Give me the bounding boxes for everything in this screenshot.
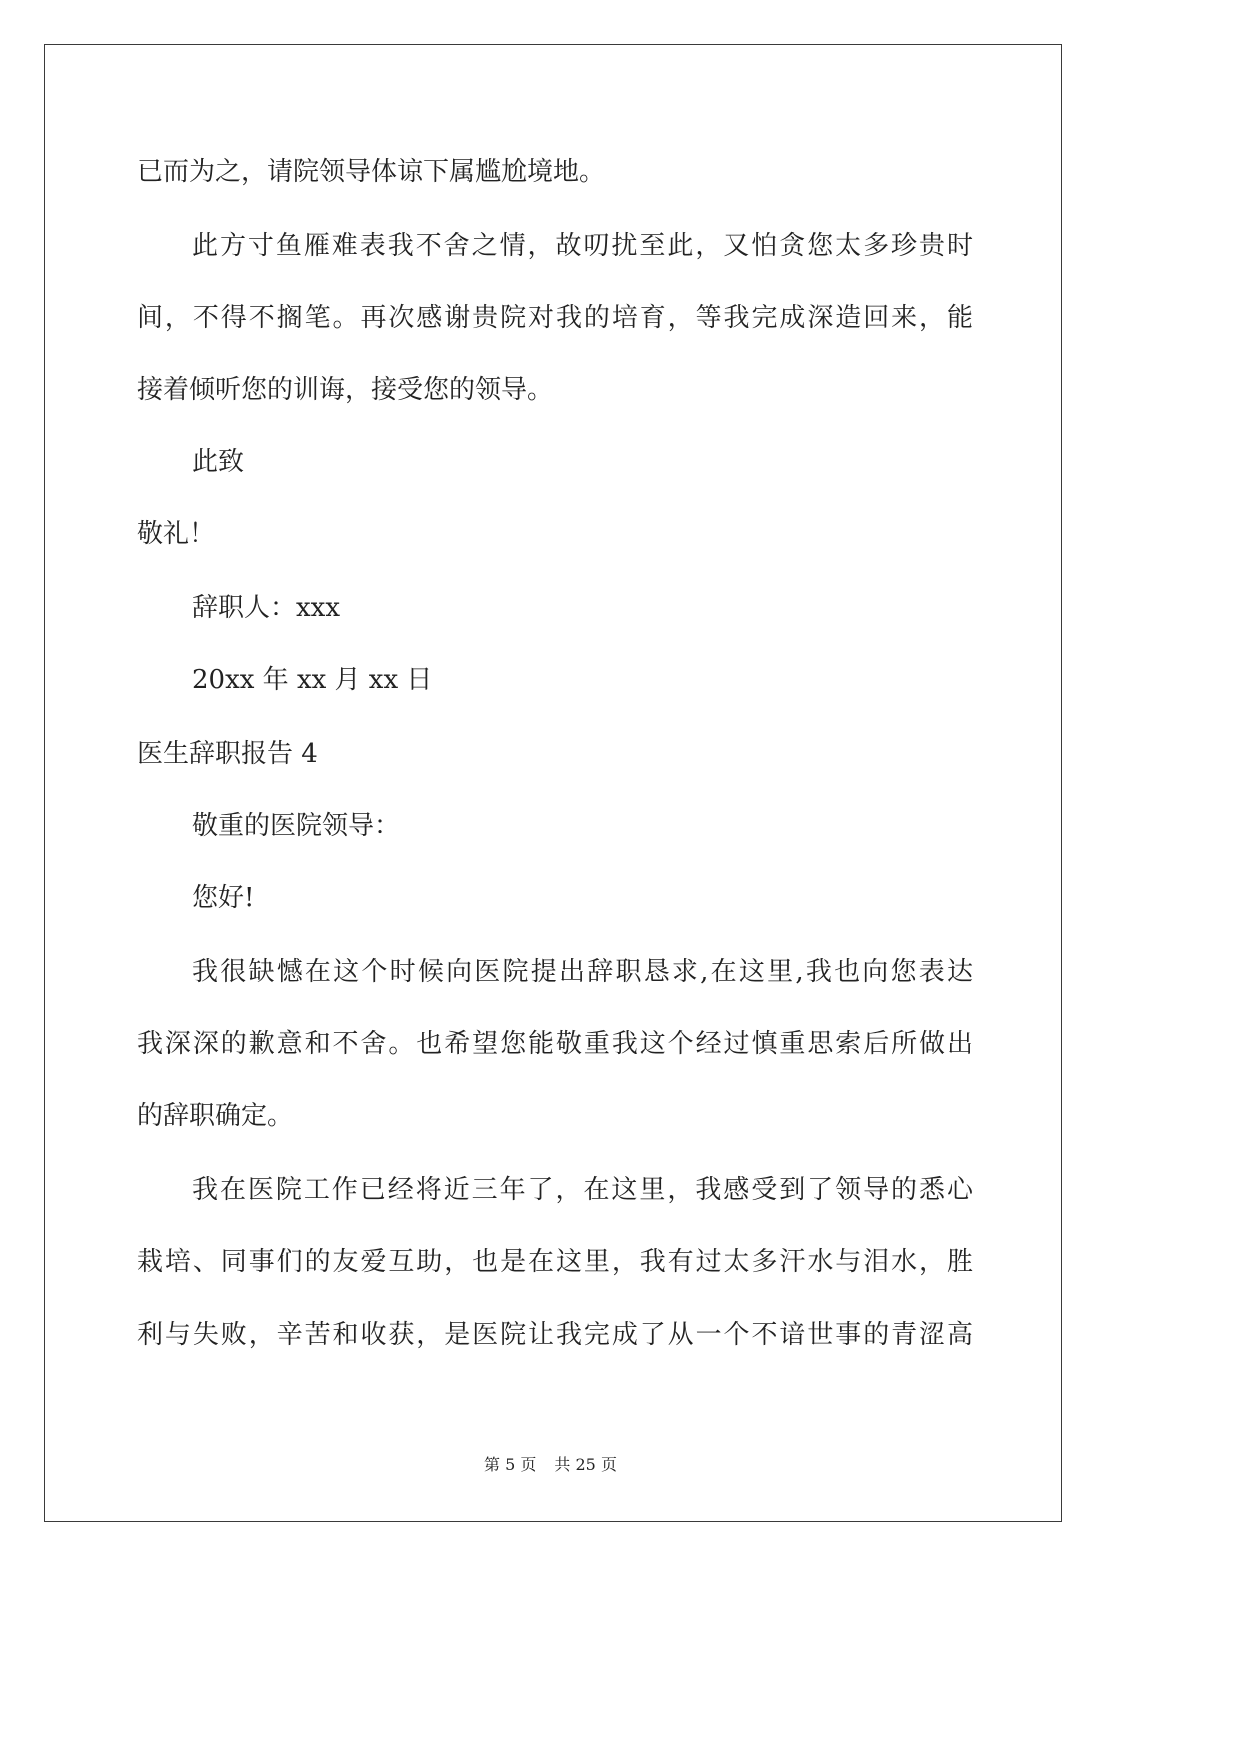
page-total: 共 25 页 (554, 1455, 617, 1474)
paragraph-line: 接着倾听您的训诲，接受您的领导。 (137, 375, 554, 405)
page-number: 第 5 页 (484, 1455, 537, 1474)
paragraph-line: 已而为之，请院领导体谅下属尴尬境地。 (137, 157, 606, 187)
page-border (44, 44, 1062, 1522)
paragraph-line: 我深深的歉意和不舍。也希望您能敬重我这个经过慎重思索后所做出 (137, 1029, 973, 1059)
paragraph-line: 间，不得不搁笔。再次感谢贵院对我的培育，等我完成深造回来，能 (137, 303, 973, 333)
date-line: 20xx 年 xx 月 xx 日 (192, 665, 433, 695)
paragraph-line: 栽培、同事们的友爱互助，也是在这里，我有过太多汗水与泪水，胜 (137, 1247, 973, 1277)
section-title: 医生辞职报告 4 (137, 739, 318, 769)
signature-line: 辞职人：xxx (192, 593, 340, 623)
paragraph-line: 利与失败，辛苦和收获，是医院让我完成了从一个不谙世事的青涩高 (137, 1320, 973, 1350)
paragraph-line: 的辞职确定。 (137, 1101, 294, 1131)
greeting-line: 您好! (192, 883, 255, 913)
paragraph-line: 我在医院工作已经将近三年了，在这里，我感受到了领导的悉心 (192, 1175, 973, 1205)
paragraph-line: 我很缺憾在这个时候向医院提出辞职恳求,在这里,我也向您表达 (192, 957, 973, 987)
page-footer (0, 1452, 1101, 1475)
closing-respect: 敬礼！ (137, 519, 216, 549)
closing-salutation: 此致 (192, 447, 245, 477)
paragraph-line: 此方寸鱼雁难表我不舍之情，故叨扰至此，又怕贪您太多珍贵时 (192, 231, 973, 261)
greeting-line: 敬重的医院领导： (192, 811, 401, 841)
